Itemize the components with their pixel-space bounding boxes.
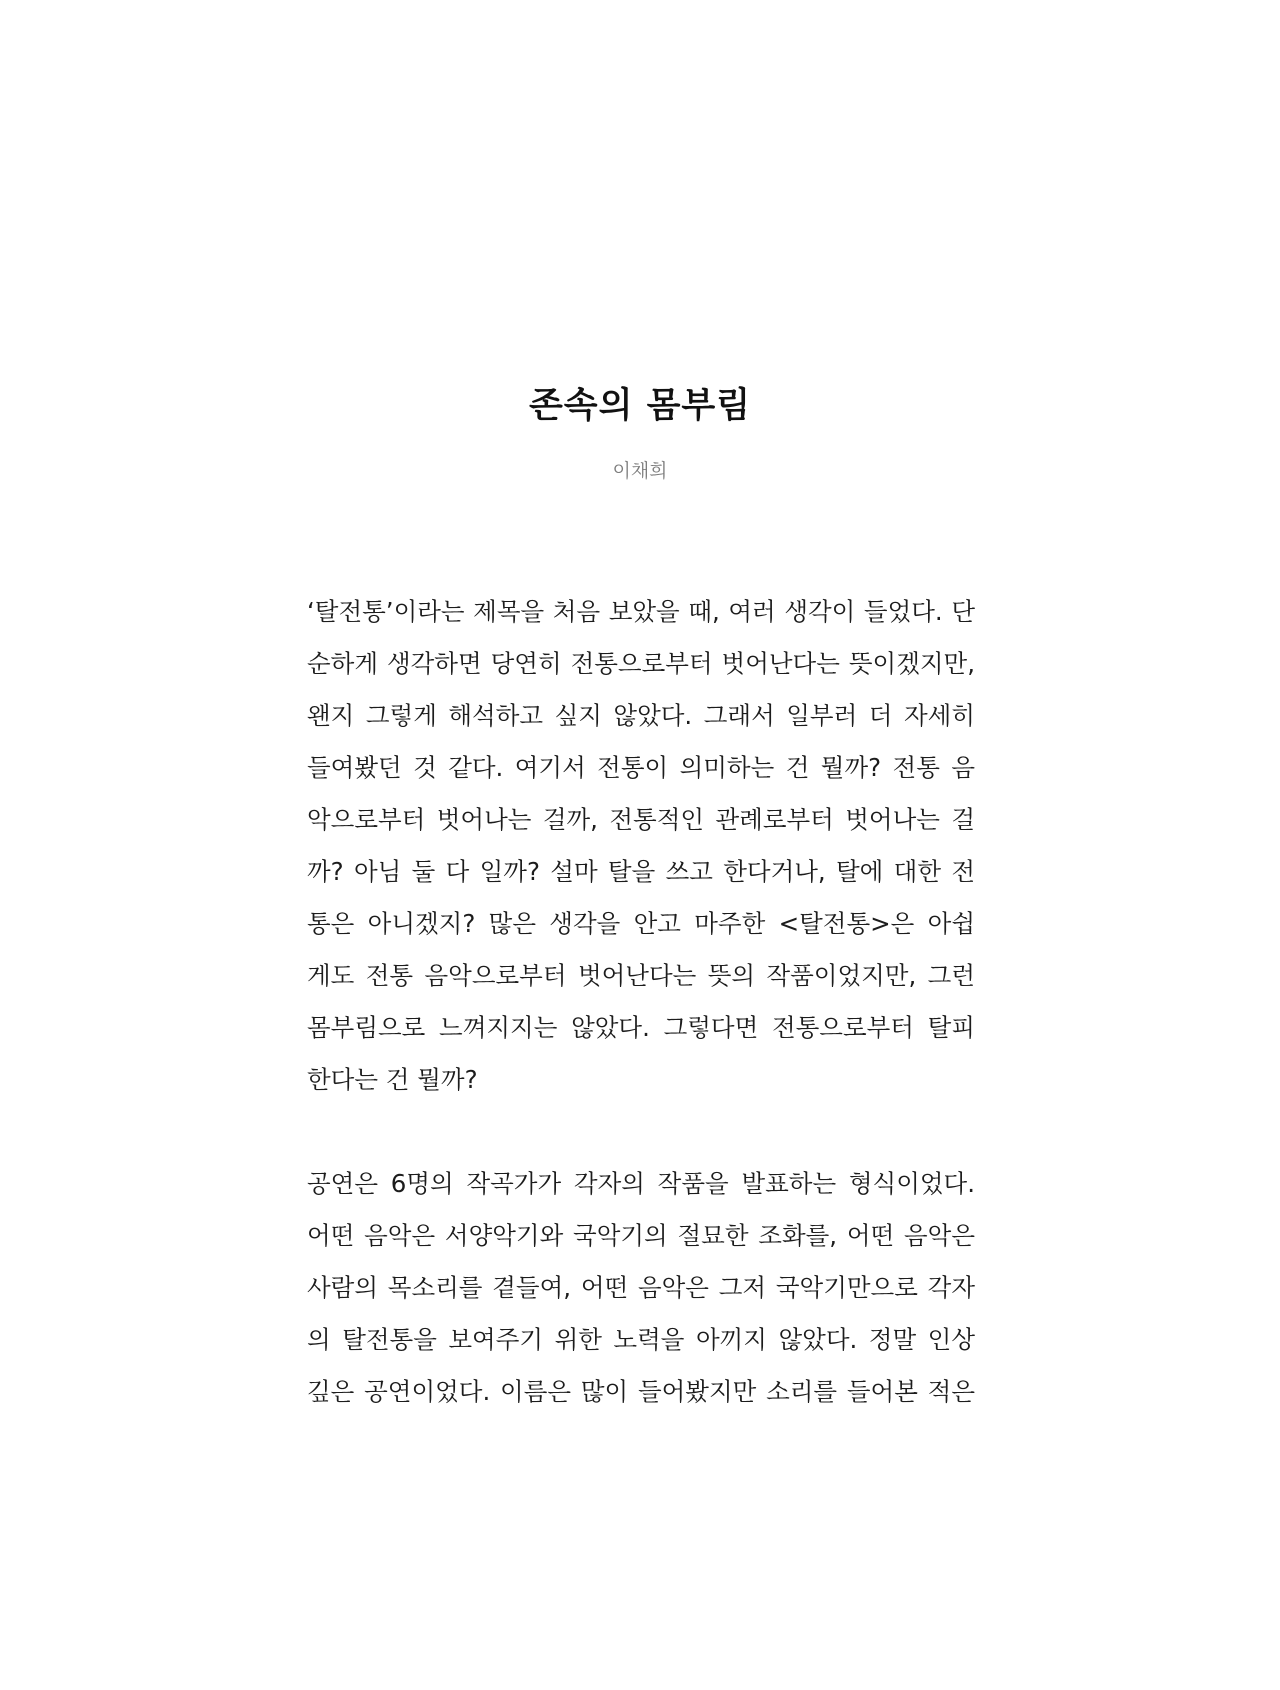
paragraph-2: [307, 1158, 975, 1418]
text-line: 깊은 공연이었다. 이름은 많이 들어봤지만 소리를 들어본 적은: [307, 1377, 975, 1406]
article-body: [307, 586, 975, 1470]
paragraph-1: [307, 586, 975, 1106]
article-author: 이채희: [612, 460, 668, 482]
text-line: 악으로부터 벗어나는 걸까, 전통적인 관례로부터 벗어나는 걸: [307, 805, 975, 834]
article-title: 존속의 몸부림: [528, 386, 752, 426]
text-line: 게도 전통 음악으로부터 벗어난다는 뜻의 작품이었지만, 그런: [307, 961, 975, 990]
text-line: 몸부림으로 느껴지지는 않았다. 그렇다면 전통으로부터 탈피: [307, 1013, 975, 1042]
text-line: 한다는 건 뭘까?: [307, 1065, 478, 1094]
text-line: 왠지 그렇게 해석하고 싶지 않았다. 그래서 일부러 더 자세히: [307, 701, 975, 730]
text-line: 사람의 목소리를 곁들여, 어떤 음악은 그저 국악기만으로 각자: [307, 1273, 975, 1302]
text-line: 들여봤던 것 같다. 여기서 전통이 의미하는 건 뭘까? 전통 음: [307, 753, 975, 782]
text-line: 공연은 6명의 작곡가가 각자의 작품을 발표하는 형식이었다.: [307, 1169, 975, 1198]
text-line: 어떤 음악은 서양악기와 국악기의 절묘한 조화를, 어떤 음악은: [307, 1221, 975, 1250]
text-line: 까? 아님 둘 다 일까? 설마 탈을 쓰고 한다거나, 탈에 대한 전: [307, 857, 975, 886]
text-line: 의 탈전통을 보여주기 위한 노력을 아끼지 않았다. 정말 인상: [307, 1325, 975, 1354]
text-line: ‘탈전통’이라는 제목을 처음 보았을 때, 여러 생각이 들었다. 단: [307, 597, 975, 626]
text-line: 통은 아니겠지? 많은 생각을 안고 마주한 <탈전통>은 아쉽: [307, 909, 975, 938]
text-line: 순하게 생각하면 당연히 전통으로부터 벗어난다는 뜻이겠지만,: [307, 649, 975, 678]
